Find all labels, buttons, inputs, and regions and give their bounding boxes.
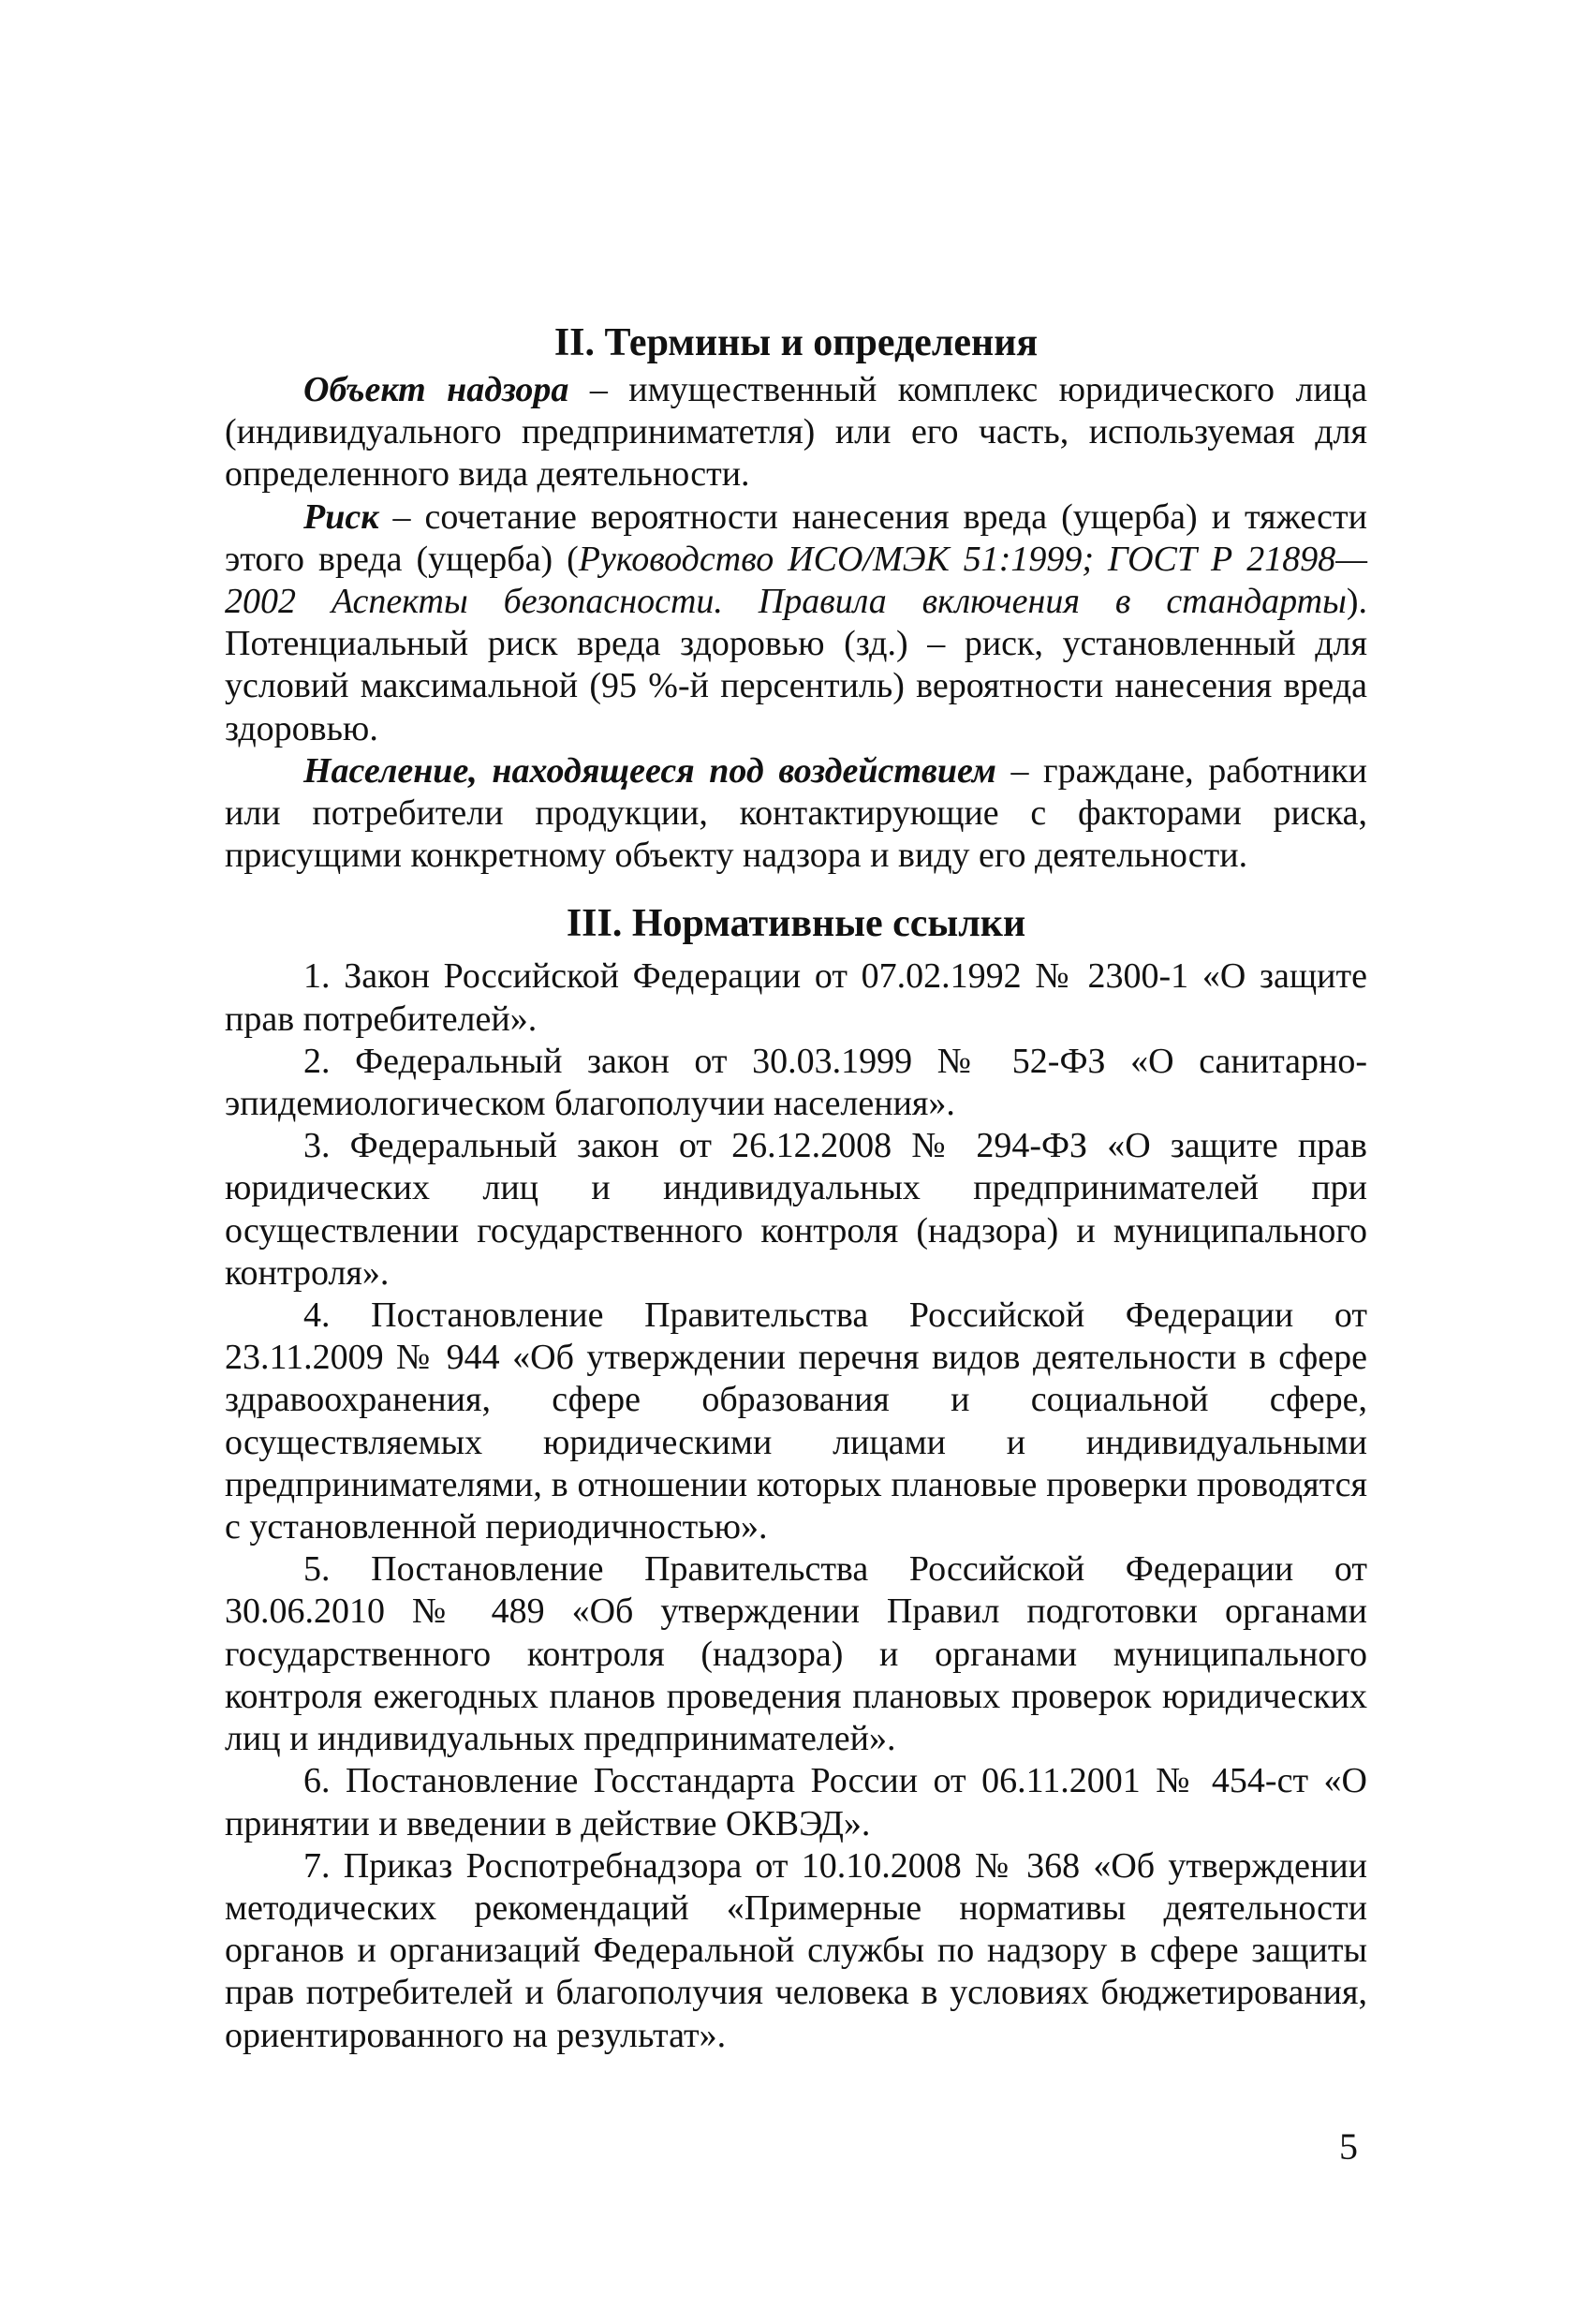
term-risk: Риск — [303, 496, 379, 537]
page-content — [225, 317, 1367, 2057]
section-2-heading: II. Термины и определения — [553, 321, 1039, 364]
page-number: 5 — [1339, 2125, 1358, 2168]
reference-item: 3. Федеральный закон от 26.12.2008 № 294-ФЗ «О защите прав юридических лиц и индивидуальных предпринимателей при осуществлении государственного контроля (надзора) и муниципального контроля». — [225, 1126, 1367, 1293]
definition-risk — [225, 496, 1367, 750]
definition-population-text: – граждане, работники или потребители продукции, контактирующие с факторами риска, присущими конкретному объекту надзора и виду его деятельности. — [225, 750, 1367, 876]
definition-risk-text-start: – сочетание вероятности нанесения вреда (ущерба) и тяжести этого вреда (ущерба) ( — [225, 496, 1367, 579]
reference-item: 4. Постановление Правительства Российской Федерации от 23.11.2009 № 944 «Об утверждении перечня видов деятельности в сфере здравоохранения, сфере образования и социальной сфере, осуществляемых юридическими лицами и индивидуальными предпринимателями, в отношении которых плановые проверки проводятся с установленной периодичностью». — [225, 1295, 1367, 1547]
definition-population — [225, 750, 1367, 878]
definition-object-text: – имущественный комплекс юридического лица (индивидуального предприниматетля) или его часть, используемая для определенного вида деятельности. — [225, 370, 1367, 495]
reference-item: 2. Федеральный закон от 30.03.1999 № 52-ФЗ «О санитарно-эпидемиологическом благополучии населения». — [225, 1041, 1367, 1124]
section-3-heading: III. Нормативные ссылки — [566, 902, 1026, 946]
references-list — [225, 955, 1367, 2056]
reference-item: 6. Постановление Госстандарта России от 06.11.2001 № 454-ст «О принятии и введении в действие ОКВЭД». — [225, 1761, 1367, 1843]
reference-item: 1. Закон Российской Федерации от 07.02.1992 № 2300-1 «О защите прав потребителей». — [225, 956, 1367, 1039]
definition-risk-text-end: ). Потенциальный риск вреда здоровью (зд.) – риск, установленный для условий максимальной (95 %-й персентиль) вероятности нанесения вреда здоровью. — [225, 582, 1367, 748]
definition-object — [225, 369, 1367, 496]
term-object: Объект надзора — [303, 370, 569, 409]
term-population: Население, находящееся под воздействием — [303, 750, 996, 791]
reference-item: 5. Постановление Правительства Российской Федерации от 30.06.2010 № 489 «Об утверждении Правил подготовки органами государственного контроля (надзора) и органами муниципального контроля ежегодных планов проведения плановых проверок юридических лиц и индивидуальных предпринимателей». — [225, 1549, 1367, 1759]
definition-risk-source: Руководство ИСО/МЭК 51:1999; ГОСТ Р 21898—2002 Аспекты безопасности. Правила включения в стандарты — [225, 539, 1367, 622]
reference-item: 7. Приказ Роспотребнадзора от 10.10.2008 № 368 «Об утверждении методических рекомендаций «Примерные нормативы деятельности органов и организаций Федеральной службы по надзору в сфере защиты прав потребителей и благополучия человека в условиях бюджетирования, ориентированного на результат». — [225, 1845, 1367, 2055]
